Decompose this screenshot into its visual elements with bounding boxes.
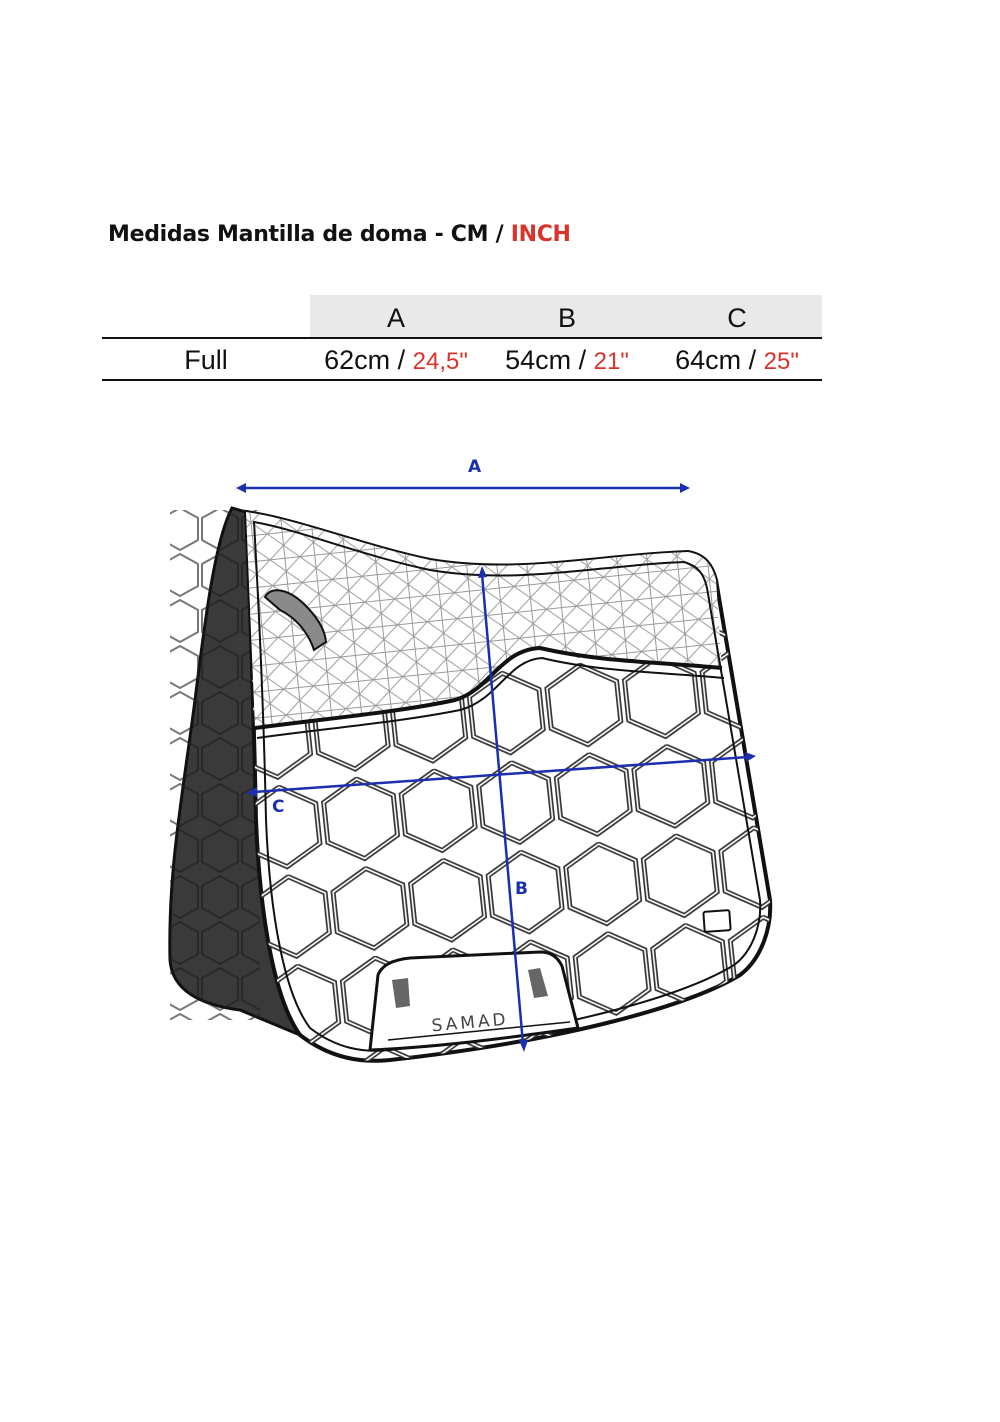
measure-c-label: C bbox=[272, 797, 285, 817]
table-header-b: B bbox=[557, 303, 576, 333]
cell-a-inch: 24,5" bbox=[412, 348, 468, 375]
saddle-pad-diagram bbox=[150, 440, 780, 1080]
title-text: Medidas Mantilla de doma - CM / bbox=[108, 222, 511, 247]
table-header-a: A bbox=[386, 303, 405, 333]
measure-a-label: A bbox=[468, 457, 482, 477]
measure-a-line bbox=[236, 483, 690, 493]
cell-a-cm: 62cm / bbox=[324, 345, 413, 375]
table-cell-a bbox=[310, 339, 482, 383]
measure-b-label: B bbox=[515, 879, 528, 899]
table-cell-b bbox=[482, 339, 652, 383]
brand-text: SAMAD bbox=[430, 1009, 510, 1037]
cell-c-inch: 25" bbox=[763, 348, 799, 375]
title-inch-highlight: INCH bbox=[510, 222, 571, 247]
table-header-c: C bbox=[727, 303, 747, 333]
page-title bbox=[108, 222, 571, 247]
pad-tag bbox=[703, 910, 730, 932]
cell-c-cm: 64cm / bbox=[675, 345, 764, 375]
table-cell-c bbox=[652, 339, 822, 383]
table-row-label: Full bbox=[184, 345, 228, 375]
size-table bbox=[102, 295, 822, 381]
cell-b-inch: 21" bbox=[593, 348, 629, 375]
cell-b-cm: 54cm / bbox=[505, 345, 594, 375]
